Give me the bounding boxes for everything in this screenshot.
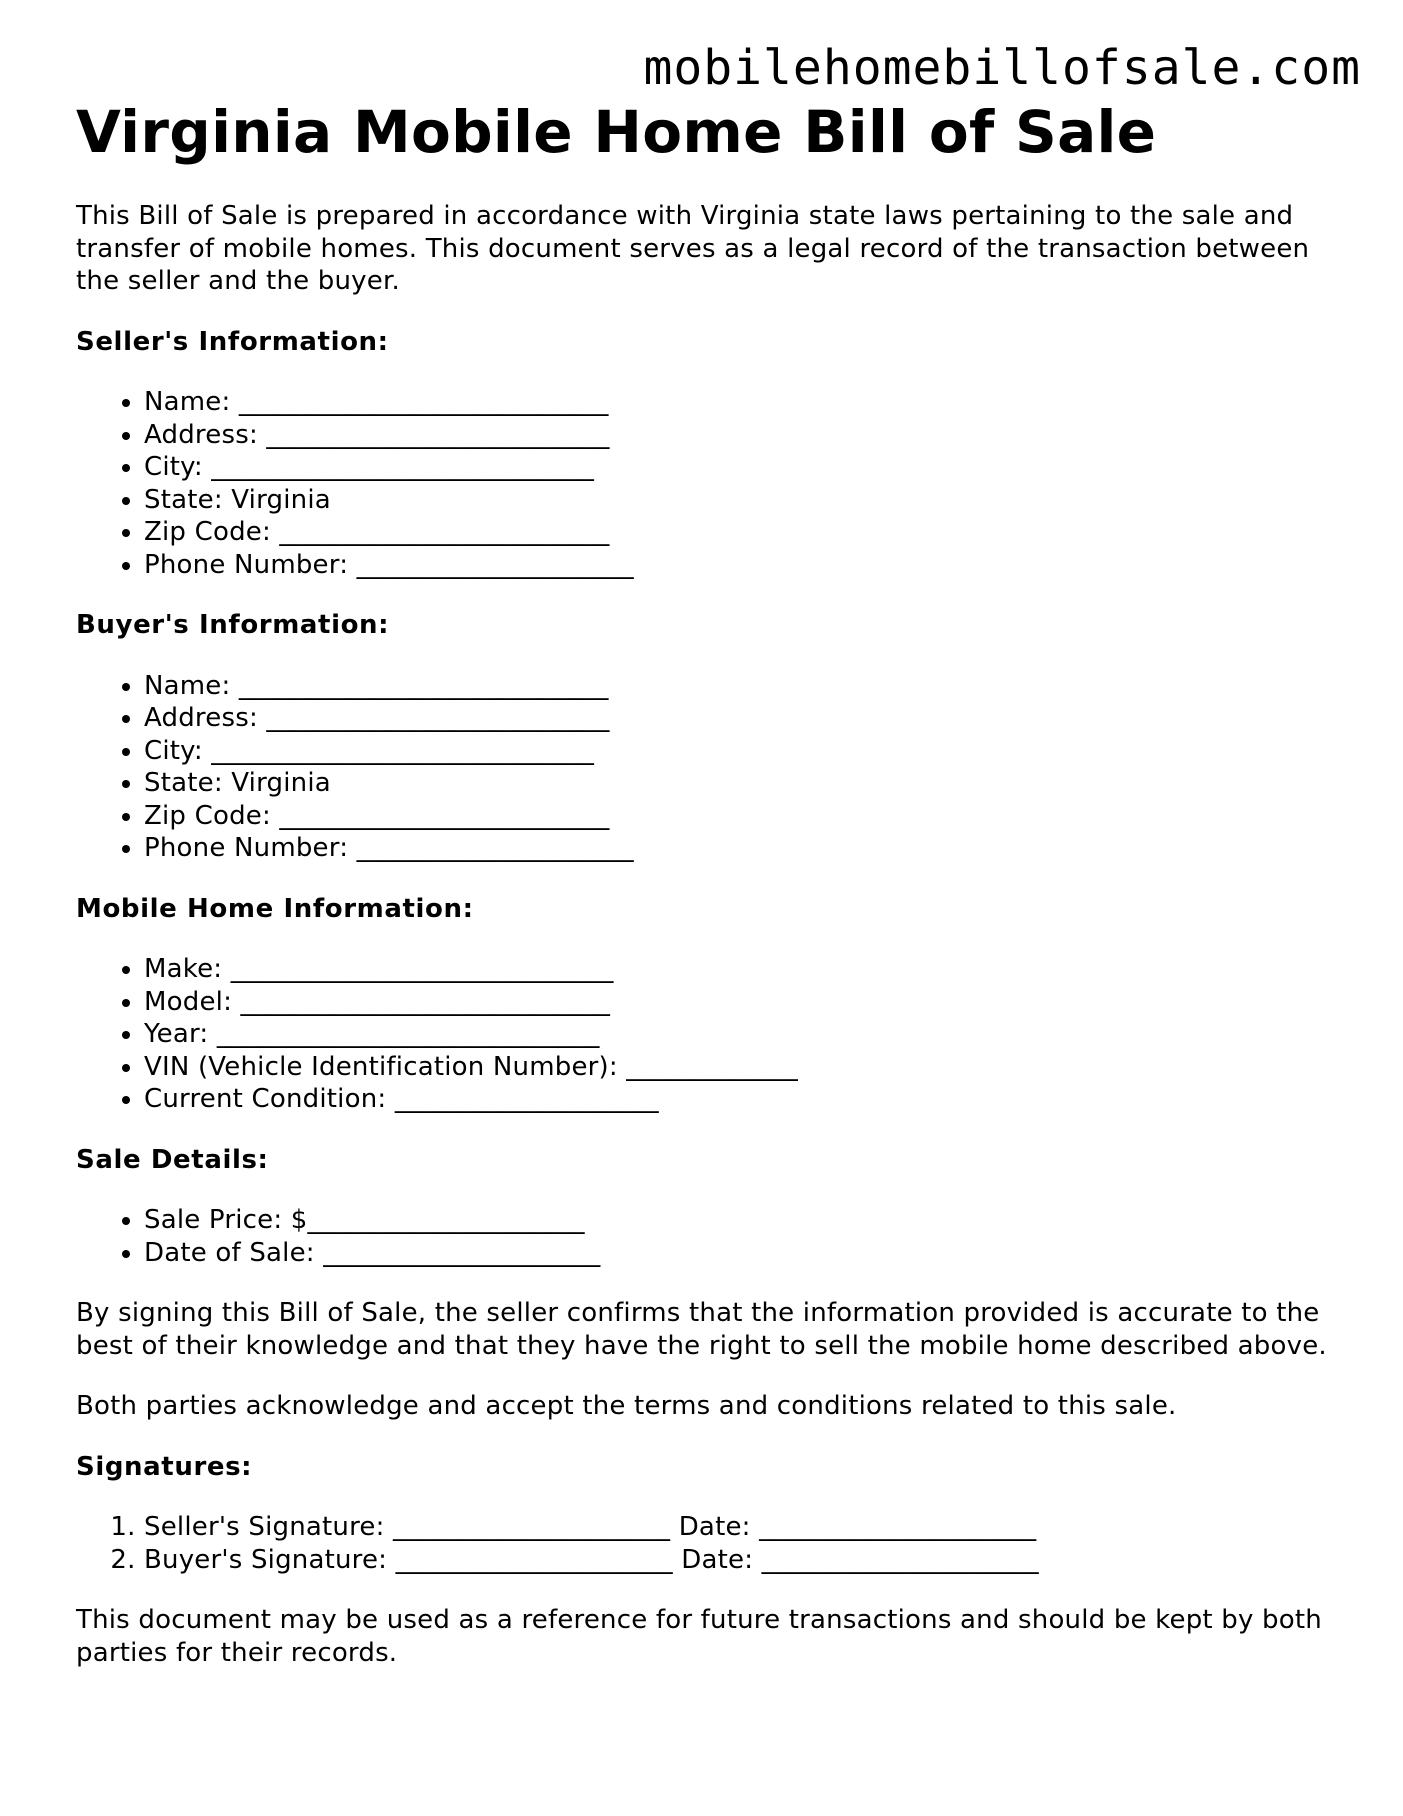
- site-watermark: mobilehomebillofsale.com: [643, 40, 1361, 96]
- intro-paragraph: This Bill of Sale is prepared in accordance with Virginia state laws pertaining to the sale and transfer of mobile homes. This document serves as a legal record of the transaction between the seller and the buyer.: [76, 201, 1310, 296]
- mobile-home-list: [76, 953, 1336, 1116]
- seller-state-field: • State: Virginia: [144, 484, 1336, 517]
- acknowledgement-paragraph: Both parties acknowledge and accept the terms and conditions related to this sale.: [76, 1391, 1177, 1421]
- home-vin-field: • VIN (Vehicle Identification Number): _____________: [144, 1051, 1336, 1084]
- mobile-home-heading: Mobile Home Information:: [76, 893, 474, 924]
- sale-details-heading: Sale Details:: [76, 1144, 269, 1175]
- buyer-signature-line: 2. Buyer's Signature: _____________________ Date: _____________________: [144, 1544, 1336, 1577]
- seller-city-field: • City: _____________________________: [144, 451, 1336, 484]
- seller-zip-field: • Zip Code: _________________________: [144, 516, 1336, 549]
- buyer-address-field: • Address: __________________________: [144, 702, 1336, 735]
- buyer-state-field: • State: Virginia: [144, 767, 1336, 800]
- buyer-list: [76, 670, 1336, 865]
- home-model-field: • Model: ____________________________: [144, 986, 1336, 1019]
- seller-list: [76, 386, 1336, 581]
- seller-phone-field: • Phone Number: _____________________: [144, 549, 1336, 582]
- buyer-name-field: • Name: ____________________________: [144, 670, 1336, 703]
- document-body: [76, 96, 1336, 1669]
- buyer-heading: Buyer's Information:: [76, 610, 390, 640]
- sale-price-field: • Sale Price: $_____________________: [144, 1204, 1336, 1237]
- seller-name-field: • Name: ____________________________: [144, 386, 1336, 419]
- seller-address-field: • Address: __________________________: [144, 419, 1336, 452]
- signatures-heading: Signatures:: [76, 1451, 253, 1482]
- sale-details-list: [76, 1204, 1336, 1269]
- page-title: Virginia Mobile Home Bill of Sale: [76, 98, 1157, 166]
- signatures-list: [76, 1511, 1336, 1576]
- buyer-city-field: • City: _____________________________: [144, 735, 1336, 768]
- seller-signature-line: 1. Seller's Signature: _____________________ Date: _____________________: [144, 1511, 1336, 1544]
- home-condition-field: • Current Condition: ____________________: [144, 1083, 1336, 1116]
- sale-date-field: • Date of Sale: _____________________: [144, 1237, 1336, 1270]
- home-make-field: • Make: _____________________________: [144, 953, 1336, 986]
- confirmation-paragraph: By signing this Bill of Sale, the seller confirms that the information provided is accurate to the best of their knowledge and that they have the right to sell the mobile home described above.: [76, 1298, 1327, 1361]
- home-year-field: • Year: _____________________________: [144, 1018, 1336, 1051]
- buyer-phone-field: • Phone Number: _____________________: [144, 832, 1336, 865]
- seller-heading: Seller's Information:: [76, 326, 389, 357]
- closing-paragraph: This document may be used as a reference for future transactions and should be kept by both parties for their records.: [76, 1605, 1322, 1668]
- buyer-zip-field: • Zip Code: _________________________: [144, 800, 1336, 833]
